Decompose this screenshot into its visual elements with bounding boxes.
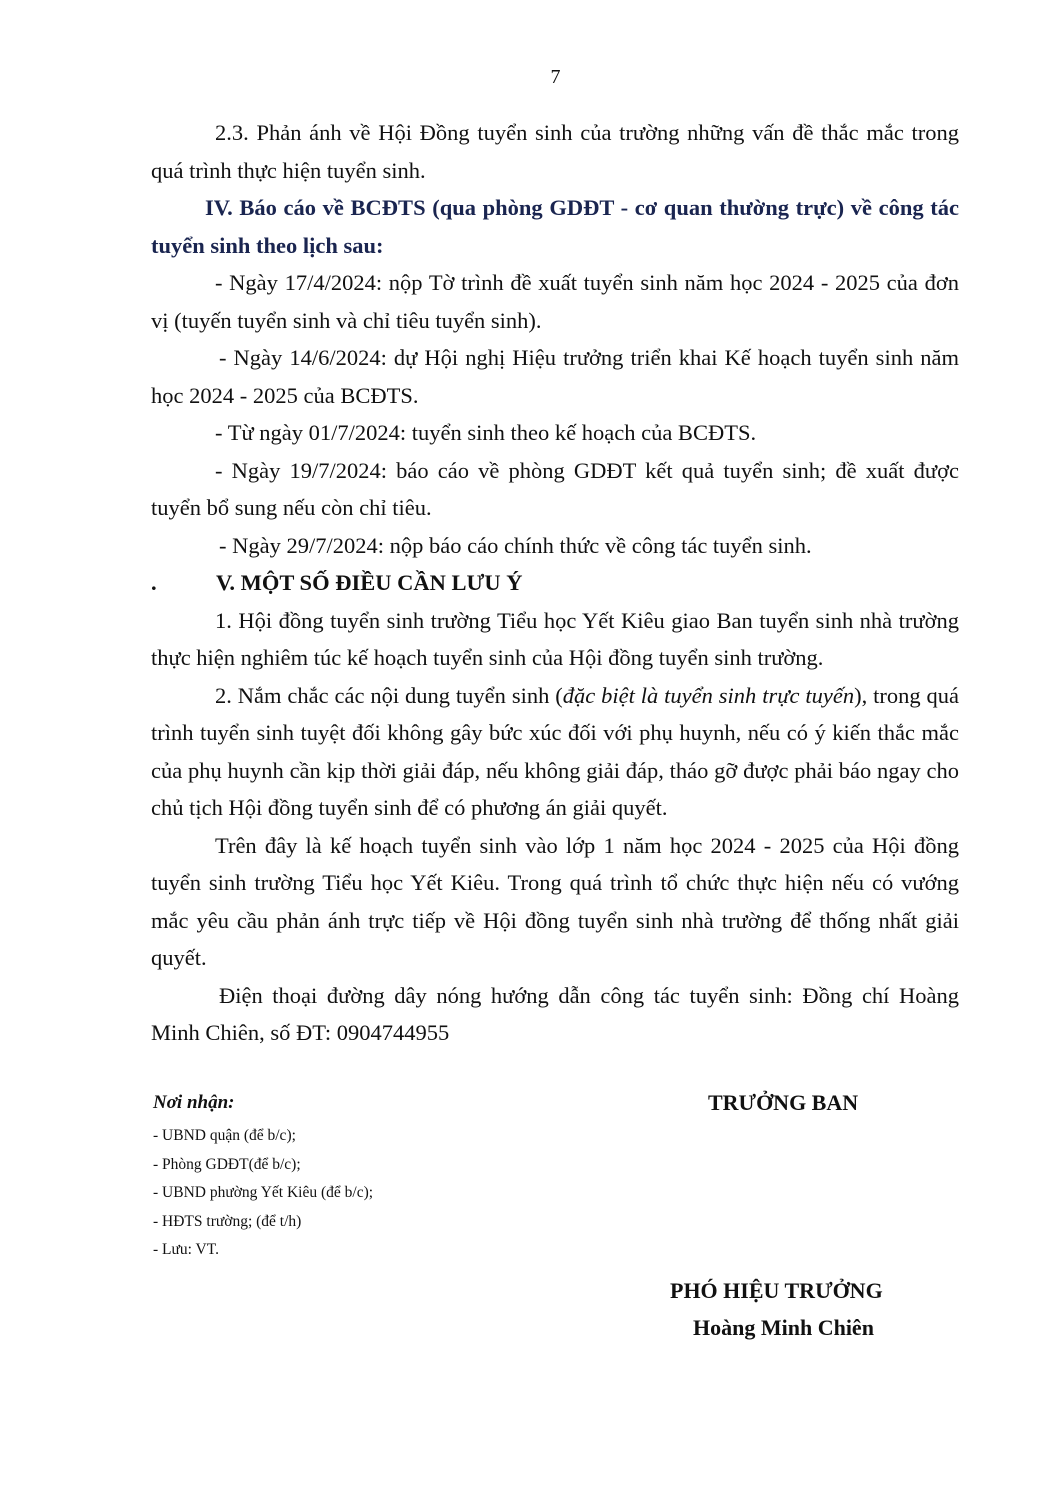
document-body	[151, 114, 959, 1052]
page-number: 7	[550, 66, 561, 88]
recipients-title: Nơi nhận:	[153, 1092, 235, 1113]
schedule-item-29-7: - Ngày 29/7/2024: nộp báo cáo chính thức về công tác tuyển sinh.	[219, 532, 812, 558]
recipient-item: - Phòng GDĐT(để b/c);	[153, 1155, 301, 1173]
paragraph-2-3: 2.3. Phản ánh về Hội Đồng tuyển sinh của trường những vấn đề thắc mắc trong quá trình thực hiện tuyển sinh.	[151, 120, 959, 183]
recipient-item: - UBND phường Yết Kiêu (để b/c);	[153, 1184, 374, 1201]
section-iv-heading: IV. Báo cáo về BCĐTS (qua phòng GDĐT - cơ quan thường trực) về công tác tuyển sinh theo lịch sau:	[151, 195, 959, 258]
recipients-block	[153, 1092, 573, 1265]
schedule-item-17-4: - Ngày 17/4/2024: nộp Tờ trình đề xuất tuyển sinh năm học 2024 - 2025 của đơn vị (tuyến tuyển sinh và chỉ tiêu tuyển sinh).	[151, 270, 959, 333]
schedule-item-01-7: - Từ ngày 01/7/2024: tuyển sinh theo kế hoạch của BCĐTS.	[215, 420, 757, 445]
signer-role: PHÓ HIỆU TRƯỞNG	[670, 1278, 883, 1303]
stray-dot: .	[151, 570, 157, 595]
note-1: 1. Hội đồng tuyển sinh trường Tiểu học Yết Kiêu giao Ban tuyển sinh nhà trường thực hiện nghiêm túc kế hoạch tuyển sinh của Hội đồng tuyển sinh trường.	[151, 607, 959, 670]
note-2-end: ), trong quá trình tuyển sinh tuyệt đối không gây bức xúc đối với phụ huynh, nếu có ý kiến thắc mắc của phụ huynh cần kịp thời giải đáp, nếu không giải đáp, tháo gỡ được phải báo ngay cho chủ tịch Hội đồng tuyển sinh để có phương án giải quyết.	[151, 682, 959, 820]
closing-paragraph: Trên đây là kế hoạch tuyển sinh vào lớp 1 năm học 2024 - 2025 của Hội đồng tuyển sinh trường Tiểu học Yết Kiêu. Trong quá trình tổ chức thực hiện nếu có vướng mắc yêu cầu phản ánh trực tiếp về Hội đồng tuyển sinh nhà trường để thống nhất giải quyết.	[151, 832, 959, 970]
note-2-italic: đặc biệt là tuyển sinh trực tuyến	[562, 682, 855, 708]
hotline-paragraph: Điện thoại đường dây nóng hướng dẫn công tác tuyển sinh: Đồng chí Hoàng Minh Chiên, số ĐT: 0904744955	[151, 982, 959, 1045]
section-v-heading	[151, 564, 959, 602]
signer-name: Hoàng Minh Chiên	[693, 1315, 874, 1340]
note-2-start: 2. Nắm chắc các nội dung tuyển sinh (	[215, 682, 563, 708]
recipient-item: - Lưu: VT.	[153, 1241, 219, 1258]
schedule-item-14-6: - Ngày 14/6/2024: dự Hội nghị Hiệu trưởng triển khai Kế hoạch tuyển sinh năm học 2024 - 2025 của BCĐTS.	[151, 345, 959, 408]
recipient-item: - HĐTS trường; (để t/h)	[153, 1212, 302, 1230]
recipient-item: - UBND quận (để b/c);	[153, 1127, 296, 1144]
section-v-title: V. MỘT SỐ ĐIỀU CẦN LƯU Ý	[216, 570, 523, 595]
note-2	[151, 677, 959, 827]
signature-title: TRƯỞNG BAN	[708, 1090, 859, 1115]
schedule-item-19-7: - Ngày 19/7/2024: báo cáo về phòng GDĐT kết quả tuyển sinh; đề xuất được tuyển bổ sung nếu còn chỉ tiêu.	[151, 457, 959, 520]
